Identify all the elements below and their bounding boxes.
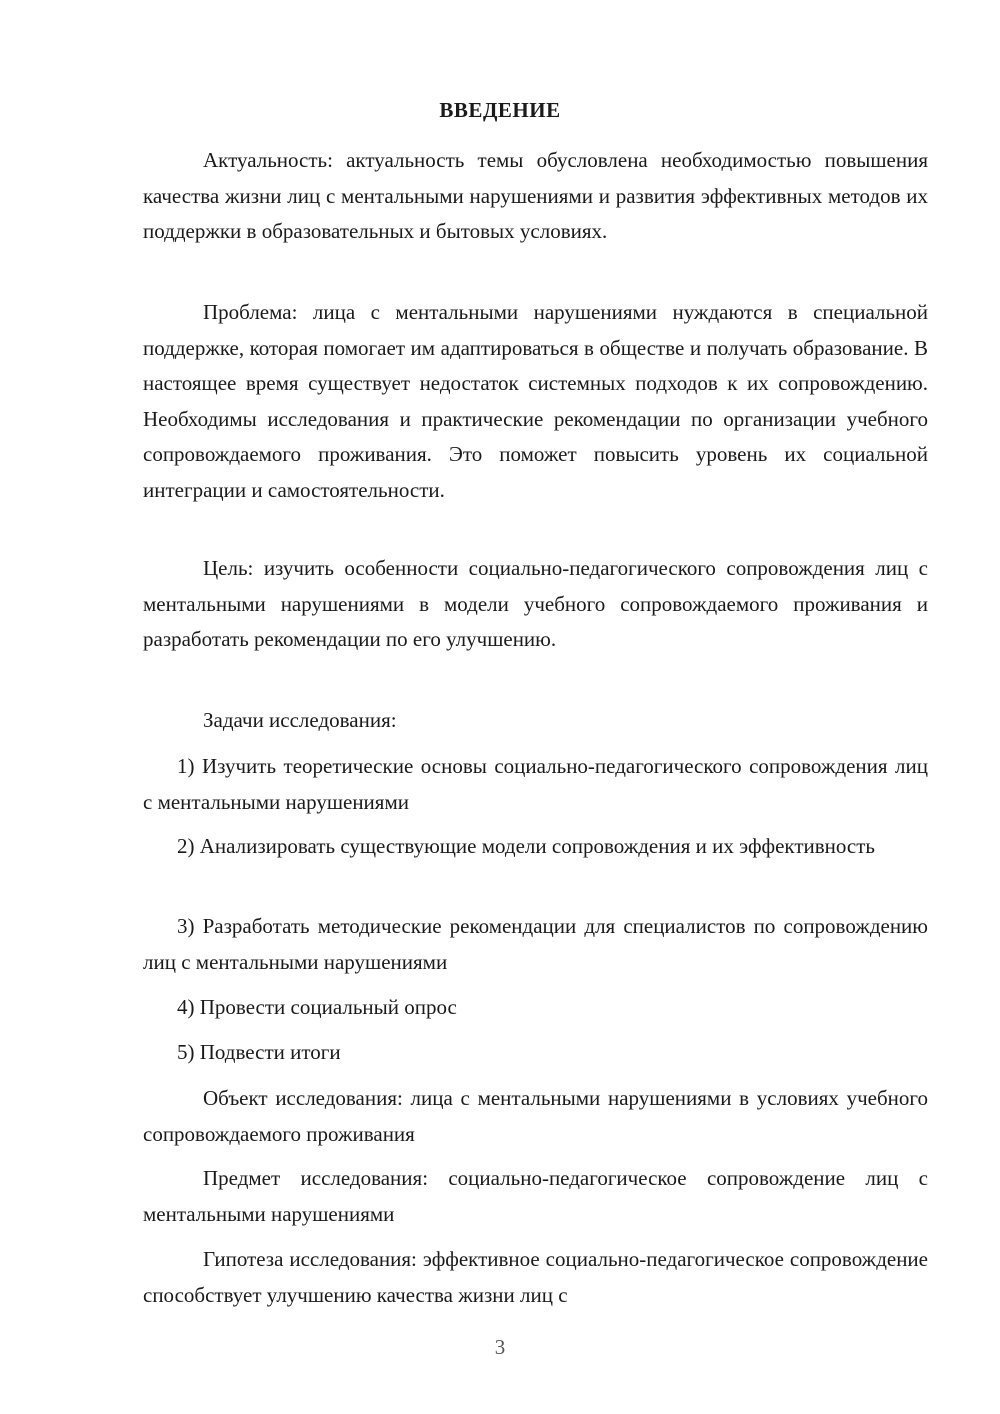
paragraph-subject: Предмет исследования: социально-педагогическое сопровождение лиц с ментальными нарушениями bbox=[143, 1166, 928, 1226]
paragraph-problem: Проблема: лица с ментальными нарушениями нуждаются в специальной поддержке, которая помогает им адаптироваться в обществе и получать образование. В настоящее время существует недостаток системных подходов к их сопровождению. Необходимы исследования и практические рекомендации по организации учебного сопровождаемого проживания. Это поможет повысить уровень их социальной интеграции и самостоятельности. bbox=[143, 300, 928, 502]
paragraph-object: Объект исследования: лица с ментальными нарушениями в условиях учебного сопровождаемого проживания bbox=[143, 1086, 928, 1146]
page-number: 3 bbox=[494, 1335, 506, 1359]
task-item: 3) Разработать методические рекомендации для специалистов по сопровождению лиц с ментальными нарушениями bbox=[143, 914, 928, 974]
paragraph-hypothesis: Гипотеза исследования: эффективное социально-педагогическое сопровождение способствует улучшению качества жизни лиц с bbox=[143, 1247, 928, 1307]
paragraph-goal: Цель: изучить особенности социально-педагогического сопровождения лиц с ментальными нарушениями в модели учебного сопровождаемого проживания и разработать рекомендации по его улучшению. bbox=[143, 556, 928, 651]
task-item: 2) Анализировать существующие модели сопровождения и их эффективность bbox=[177, 834, 875, 858]
task-item: 5) Подвести итоги bbox=[177, 1040, 341, 1064]
task-item: 4) Провести социальный опрос bbox=[177, 995, 457, 1019]
task-item: 1) Изучить теоретические основы социально-педагогического сопровождения лиц с ментальными нарушениями bbox=[143, 754, 928, 814]
paragraph-tasks-heading: Задачи исследования: bbox=[203, 708, 397, 732]
paragraph-relevance: Актуальность: актуальность темы обусловлена необходимостью повышения качества жизни лиц с ментальными нарушениями и развития эффективных методов их поддержки в образовательных и бытовых условиях. bbox=[143, 148, 928, 243]
page-title: ВВЕДЕНИЕ bbox=[439, 98, 561, 122]
